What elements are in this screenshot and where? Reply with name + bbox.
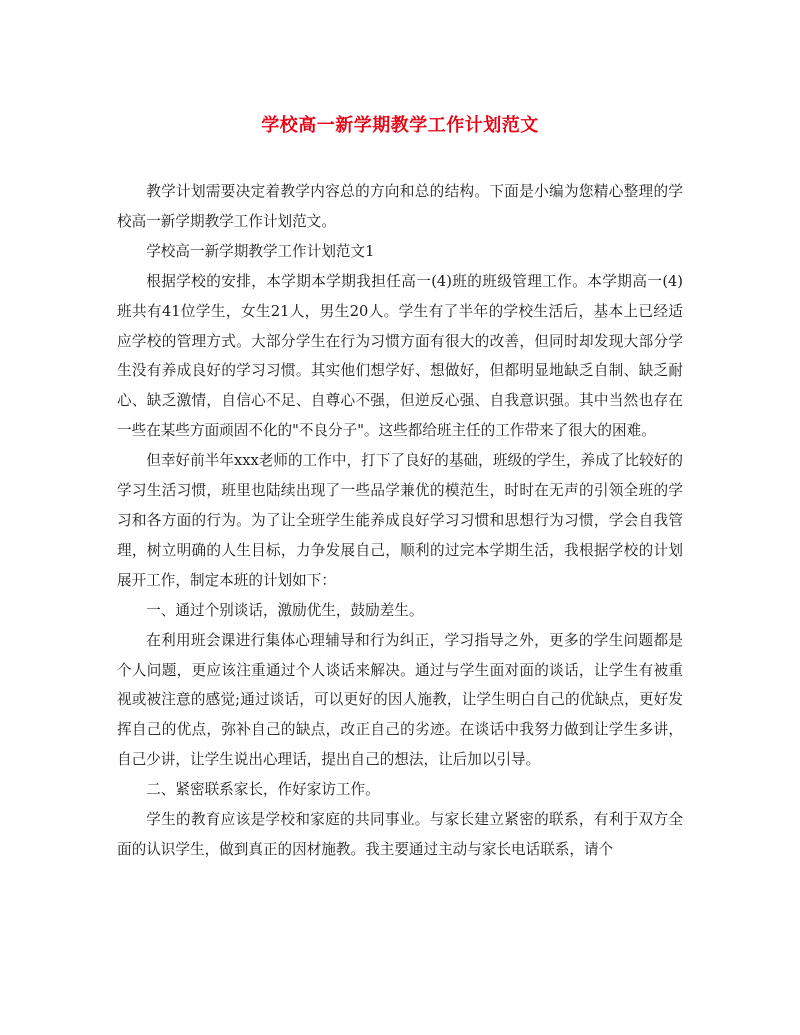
subsection-heading: 一、通过个别谈话，激励优生，鼓励差生。 bbox=[146, 601, 424, 619]
body-paragraph: 在利用班会课进行集体心理辅导和行为纠正，学习指导之外，更多的学生问题都是个人问题，更应该注重通过个人谈话来解决。通过与学生面对面的谈话，让学生有被重视或被注意的感觉;通过谈话，可以更好的因人施教，让学生明白自己的优缺点，更好发挥自己的优点，弥补自己的缺点，改正自己的劣迹。在谈话中我努力做到让学生多讲，自己少讲，让学生说出心理话，提出自己的想法，让后加以引导。 bbox=[117, 631, 683, 769]
body-paragraph: 但幸好前半年xxx老师的工作中，打下了良好的基础，班级的学生，养成了比较好的学习生活习惯，班里也陆续出现了一些品学兼优的模范生，时时在无声的引领全班的学习和各方面的行为。为了让全班学生能养成良好学习习惯和思想行为习惯，学会自我管理，树立明确的人生目标，力争发展自己，顺利的过完本学期生活，我根据学校的计划展开工作，制定本班的计划如下： bbox=[117, 452, 683, 589]
document-title: 学校高一新学期教学工作计划范文 bbox=[261, 115, 539, 136]
document-body bbox=[117, 177, 683, 865]
section-heading: 学校高一新学期教学工作计划范文1 bbox=[146, 242, 375, 260]
body-paragraph: 学生的教育应该是学校和家庭的共同事业。与家长建立紧密的联系，有利于双方全面的认识学生，做到真正的因材施教。我主要通过主动与家长电话联系，请个 bbox=[117, 811, 683, 858]
body-paragraph: 根据学校的安排，本学期本学期我担任高一(4)班的班级管理工作。本学期高一(4)班共有41位学生，女生21人，男生20人。学生有了半年的学校生活后，基本上已经适应学校的管理方式。大部分学生在行为习惯方面有很大的改善，但同时却发现大部分学生没有养成良好的学习习惯。其实他们想学好、想做好，但都明显地缺乏自制、缺乏耐心、缺乏激情，自信心不足、自尊心不强，但逆反心强、自我意识强。其中当然也存在一些在某些方面顽固不化的"不良分子"。这些都给班主任的工作带来了很大的困难。 bbox=[117, 272, 683, 440]
subsection-heading: 二、紧密联系家长，作好家访工作。 bbox=[146, 781, 380, 799]
intro-paragraph: 教学计划需要决定着教学内容总的方向和总的结构。下面是小编为您精心整理的学校高一新学期教学工作计划范文。 bbox=[117, 183, 683, 230]
